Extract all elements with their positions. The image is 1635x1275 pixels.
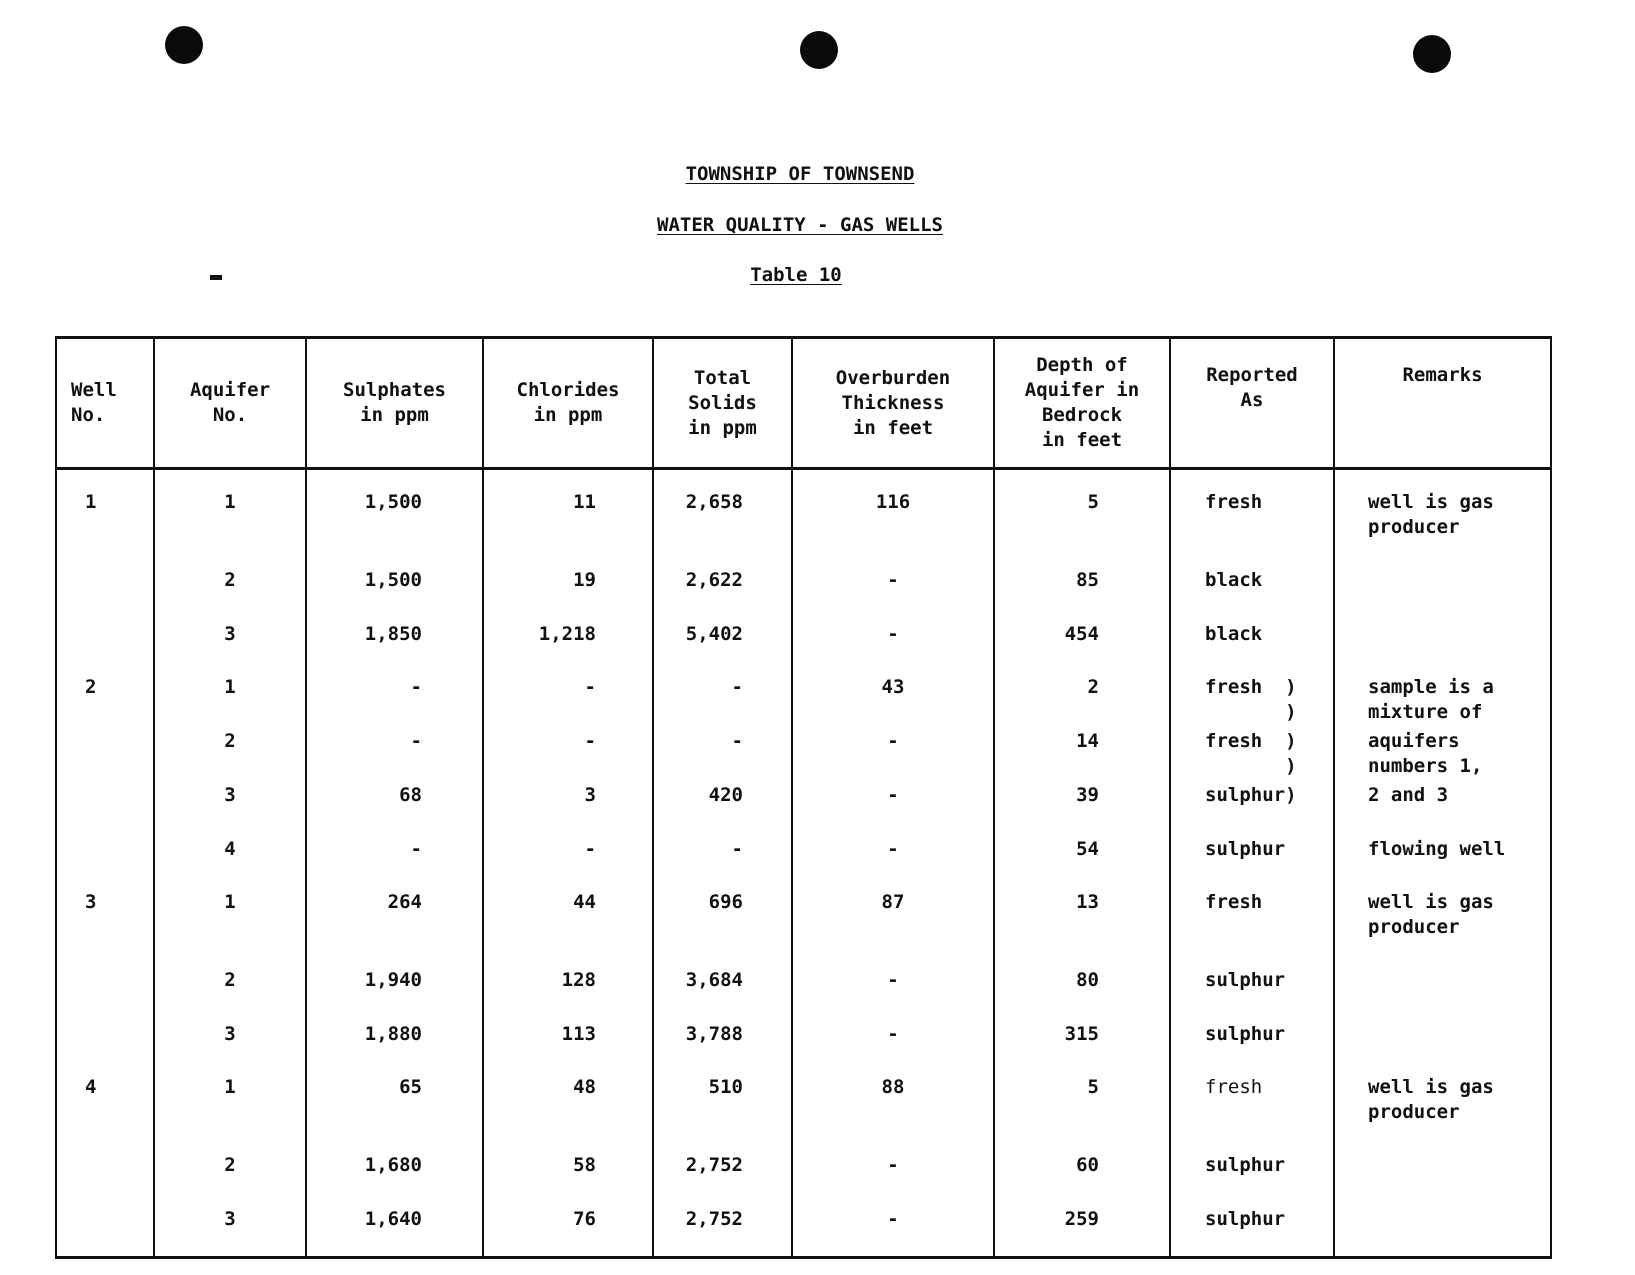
header-reported: Reported As [1170, 338, 1334, 469]
cell-depth: 5 [994, 469, 1170, 565]
cell-overburden: 43 [792, 671, 994, 725]
cell-total-solids: - [653, 725, 792, 779]
cell-sulphates: 1,880 [306, 1018, 483, 1072]
header-remarks: Remarks [1334, 338, 1551, 469]
cell-aquifer: 1 [154, 469, 306, 565]
cell-overburden: 116 [792, 469, 994, 565]
cell-chlorides: 11 [483, 469, 653, 565]
cell-remarks [1334, 964, 1551, 1018]
cell-remarks: well is gas producer [1334, 1071, 1551, 1149]
table-row [56, 618, 1551, 672]
cell-chlorides: 128 [483, 964, 653, 1018]
cell-chlorides: 44 [483, 886, 653, 964]
table-row [56, 671, 1551, 725]
cell-total-solids: 2,622 [653, 564, 792, 618]
cell-well: 3 [56, 886, 154, 964]
punch-hole-left [165, 26, 203, 64]
header-depth: Depth of Aquifer in Bedrock in feet [994, 338, 1170, 469]
cell-sulphates: 1,640 [306, 1203, 483, 1258]
cell-total-solids: - [653, 833, 792, 887]
cell-well [56, 1203, 154, 1258]
document-title: TOWNSHIP OF TOWNSEND [685, 163, 915, 185]
cell-well: 1 [56, 469, 154, 565]
cell-reported: fresh ) ) [1170, 725, 1334, 779]
cell-chlorides: - [483, 833, 653, 887]
cell-reported: sulphur [1170, 1203, 1334, 1258]
cell-depth: 454 [994, 618, 1170, 672]
cell-reported: sulphur) [1170, 779, 1334, 833]
cell-sulphates: 65 [306, 1071, 483, 1149]
cell-remarks: flowing well [1334, 833, 1551, 887]
cell-depth: 85 [994, 564, 1170, 618]
cell-reported: black [1170, 618, 1334, 672]
cell-well [56, 964, 154, 1018]
cell-depth: 60 [994, 1149, 1170, 1203]
cell-sulphates: 264 [306, 886, 483, 964]
water-quality-table-container [55, 336, 1550, 1230]
cell-total-solids: - [653, 671, 792, 725]
cell-overburden: - [792, 725, 994, 779]
header-sulphates: Sulphates in ppm [306, 338, 483, 469]
cell-depth: 5 [994, 1071, 1170, 1149]
cell-sulphates: 1,680 [306, 1149, 483, 1203]
cell-overburden: 88 [792, 1071, 994, 1149]
water-quality-table [55, 336, 1552, 1259]
cell-remarks: well is gas producer [1334, 469, 1551, 565]
table-row [56, 564, 1551, 618]
cell-sulphates: 1,940 [306, 964, 483, 1018]
cell-overburden: - [792, 964, 994, 1018]
cell-total-solids: 3,788 [653, 1018, 792, 1072]
cell-aquifer: 1 [154, 886, 306, 964]
cell-total-solids: 5,402 [653, 618, 792, 672]
table-header-row [56, 338, 1551, 469]
table-row [56, 1149, 1551, 1203]
cell-reported: fresh [1170, 1071, 1334, 1149]
cell-chlorides: 3 [483, 779, 653, 833]
cell-depth: 39 [994, 779, 1170, 833]
punch-hole-right [1413, 35, 1451, 73]
table-label: Table 10 [750, 264, 842, 286]
cell-total-solids: 510 [653, 1071, 792, 1149]
cell-remarks [1334, 564, 1551, 618]
cell-depth: 14 [994, 725, 1170, 779]
cell-reported: fresh [1170, 886, 1334, 964]
table-row [56, 1203, 1551, 1258]
cell-sulphates: 1,500 [306, 469, 483, 565]
cell-well [56, 1149, 154, 1203]
table-row [56, 886, 1551, 964]
cell-aquifer: 1 [154, 1071, 306, 1149]
cell-reported: black [1170, 564, 1334, 618]
cell-sulphates: 1,850 [306, 618, 483, 672]
cell-sulphates: - [306, 833, 483, 887]
cell-aquifer: 2 [154, 725, 306, 779]
header-total-solids: Total Solids in ppm [653, 338, 792, 469]
cell-aquifer: 3 [154, 779, 306, 833]
cell-sulphates: 68 [306, 779, 483, 833]
cell-reported: fresh ) ) [1170, 671, 1334, 725]
cell-chlorides: 19 [483, 564, 653, 618]
cell-reported: sulphur [1170, 1018, 1334, 1072]
stray-mark [210, 275, 222, 280]
cell-well: 2 [56, 671, 154, 725]
table-row [56, 1018, 1551, 1072]
cell-total-solids: 2,752 [653, 1203, 792, 1258]
cell-remarks [1334, 1203, 1551, 1258]
cell-overburden: - [792, 564, 994, 618]
cell-aquifer: 2 [154, 564, 306, 618]
cell-reported: sulphur [1170, 833, 1334, 887]
header-well: Well No. [56, 338, 154, 469]
cell-reported: sulphur [1170, 1149, 1334, 1203]
cell-aquifer: 3 [154, 1203, 306, 1258]
cell-sulphates: - [306, 725, 483, 779]
cell-depth: 2 [994, 671, 1170, 725]
cell-overburden: - [792, 833, 994, 887]
cell-total-solids: 2,752 [653, 1149, 792, 1203]
cell-remarks: well is gas producer [1334, 886, 1551, 964]
cell-depth: 259 [994, 1203, 1170, 1258]
cell-overburden: - [792, 1203, 994, 1258]
cell-sulphates: - [306, 671, 483, 725]
cell-aquifer: 2 [154, 1149, 306, 1203]
header-chlorides: Chlorides in ppm [483, 338, 653, 469]
cell-chlorides: 48 [483, 1071, 653, 1149]
cell-remarks [1334, 618, 1551, 672]
cell-depth: 54 [994, 833, 1170, 887]
cell-reported: sulphur [1170, 964, 1334, 1018]
cell-well [56, 564, 154, 618]
cell-chlorides: 1,218 [483, 618, 653, 672]
cell-overburden: 87 [792, 886, 994, 964]
cell-aquifer: 3 [154, 618, 306, 672]
cell-well: 4 [56, 1071, 154, 1149]
cell-aquifer: 2 [154, 964, 306, 1018]
cell-total-solids: 420 [653, 779, 792, 833]
cell-remarks [1334, 1018, 1551, 1072]
cell-aquifer: 3 [154, 1018, 306, 1072]
cell-well [56, 833, 154, 887]
header-overburden: Overburden Thickness in feet [792, 338, 994, 469]
cell-chlorides: 58 [483, 1149, 653, 1203]
cell-remarks: sample is a mixture of [1334, 671, 1551, 725]
cell-well [56, 618, 154, 672]
punch-hole-center [800, 31, 838, 69]
cell-depth: 80 [994, 964, 1170, 1018]
cell-remarks: aquifers numbers 1, [1334, 725, 1551, 779]
table-row [56, 469, 1551, 565]
cell-well [56, 779, 154, 833]
table-row [56, 725, 1551, 779]
cell-chlorides: - [483, 671, 653, 725]
cell-remarks [1334, 1149, 1551, 1203]
cell-well [56, 1018, 154, 1072]
cell-depth: 13 [994, 886, 1170, 964]
cell-remarks: 2 and 3 [1334, 779, 1551, 833]
cell-total-solids: 3,684 [653, 964, 792, 1018]
table-row [56, 833, 1551, 887]
table-row [56, 779, 1551, 833]
document-subtitle: WATER QUALITY - GAS WELLS [657, 214, 943, 236]
cell-total-solids: 2,658 [653, 469, 792, 565]
table-row [56, 1071, 1551, 1149]
cell-chlorides: 113 [483, 1018, 653, 1072]
cell-overburden: - [792, 779, 994, 833]
header-aquifer: Aquifer No. [154, 338, 306, 469]
cell-chlorides: 76 [483, 1203, 653, 1258]
table-row [56, 964, 1551, 1018]
cell-chlorides: - [483, 725, 653, 779]
cell-aquifer: 1 [154, 671, 306, 725]
cell-aquifer: 4 [154, 833, 306, 887]
cell-reported: fresh [1170, 469, 1334, 565]
cell-overburden: - [792, 1149, 994, 1203]
cell-overburden: - [792, 1018, 994, 1072]
cell-total-solids: 696 [653, 886, 792, 964]
cell-overburden: - [792, 618, 994, 672]
cell-sulphates: 1,500 [306, 564, 483, 618]
cell-well [56, 725, 154, 779]
cell-depth: 315 [994, 1018, 1170, 1072]
